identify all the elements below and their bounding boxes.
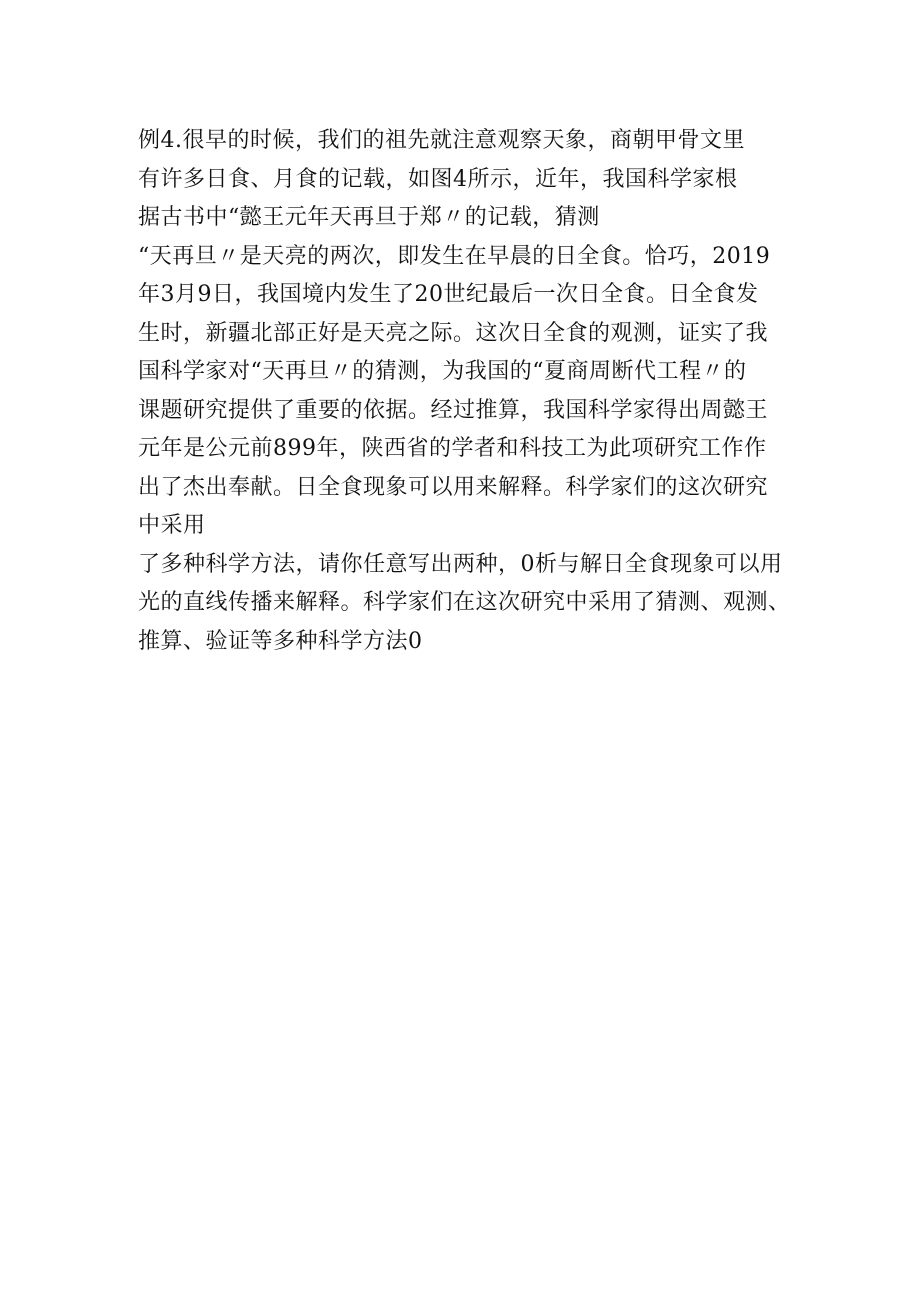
text-line-12: 了多种科学方法，请你任意写出两种，0析与解日全食现象可以用 [138,551,783,577]
text-line-8: 课题研究提供了重要的依据。经过推算，我国科学家得出周懿王 [138,397,769,423]
problem-text [138,122,798,661]
text-line-11: 中采用 [138,513,206,538]
text-line-2: 有许多日食、月食的记载，如图4所示，近年，我国科学家根 [138,166,738,192]
text-line-6: 生时，新疆北部正好是天亮之际。这次日全食的观测，证实了我 [138,320,769,346]
text-line-3: 据古书中“懿王元年天再旦于郑〃的记载，猜测 [138,205,600,230]
text-line-13: 光的直线传播来解释。科学家们在这次研究中采用了猜测、观测、 [138,590,791,615]
text-line-4: “天再旦〃是天亮的两次，即发生在早晨的日全食。恰巧，2019 [138,243,771,269]
text-line-5: 年3月9日，我国境内发生了20世纪最后一次日全食。日全食发 [138,282,759,307]
text-line-9: 元年是公元前899年，陕西省的学者和科技工为此项研究工作作 [138,436,767,461]
text-line-10: 出了杰出奉献。日全食现象可以用来解释。科学家们的这次研究 [138,474,769,500]
text-line-7: 国科学家对“天再旦〃的猜测，为我国的“夏商周断代工程〃的 [138,359,747,384]
text-line-1: 例4.很早的时候，我们的祖先就注意观察天象，商朝甲骨文里 [138,128,745,153]
text-line-14: 推算、验证等多种科学方法0 [138,628,423,654]
